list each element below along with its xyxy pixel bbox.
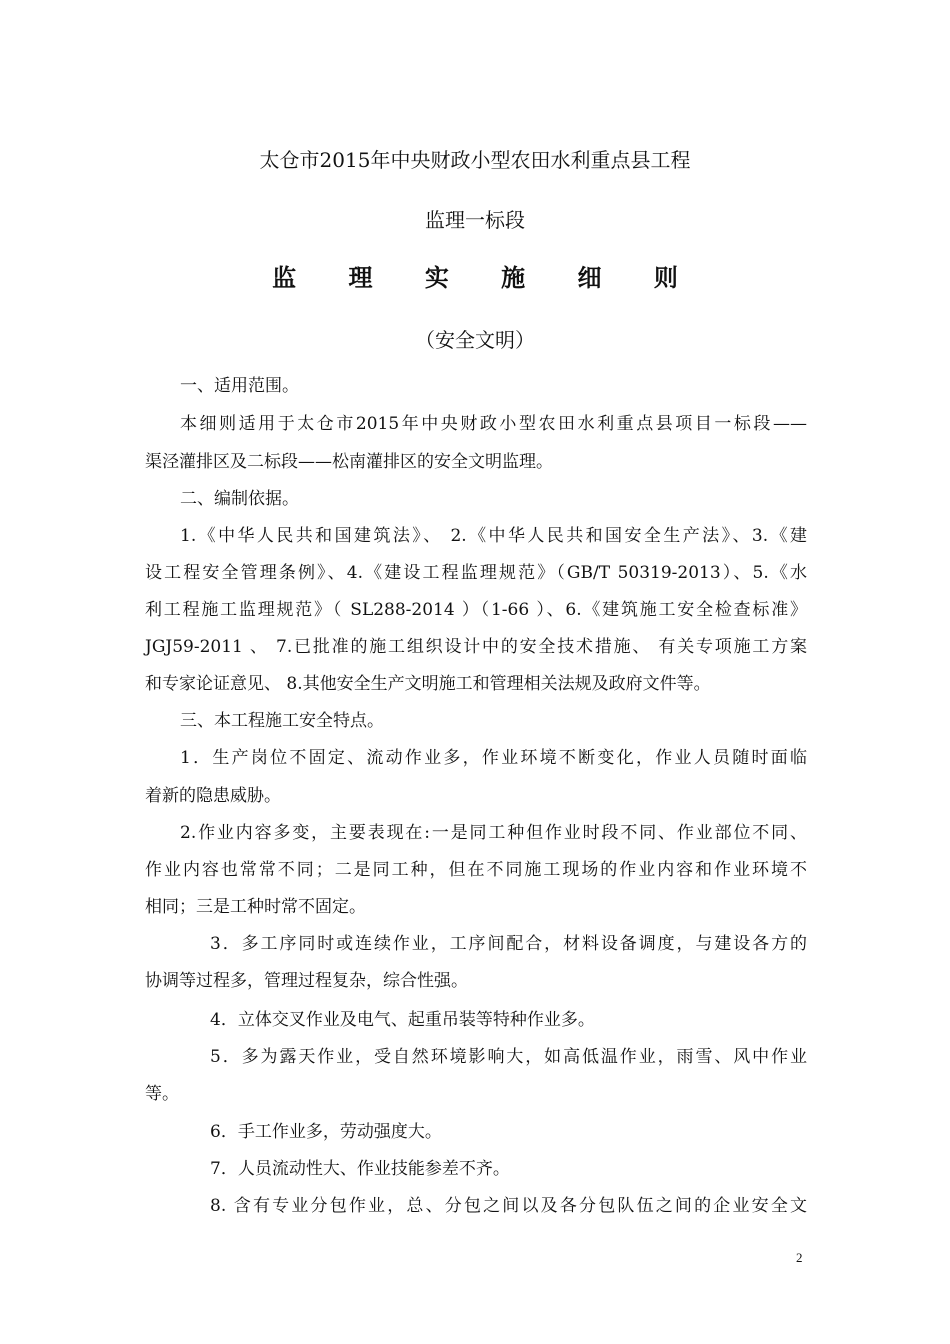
paragraph-line: 协调等过程多，管理过程复杂，综合性强。 (145, 971, 468, 991)
paragraph-line: 等。 (145, 1084, 179, 1104)
paragraph-line: 8. 含有专业分包作业，总、分包之间以及各分包队伍之间的企业安全文 (210, 1196, 807, 1216)
document-heading: 监 理 实 施 细 则 (272, 264, 700, 292)
document-title: 太仓市2015年中央财政小型农田水利重点县工程 (259, 148, 691, 172)
document-subtitle: 监理一标段 (425, 208, 525, 232)
paragraph-line: 1.《中华人民共和国建筑法》、 2.《中华人民共和国安全生产法》、3.《建 (180, 526, 807, 546)
section-heading-scope: 一、适用范围。 (180, 376, 299, 396)
paragraph-line: 本细则适用于太仓市2015年中央财政小型农田水利重点县项目一标段—— (180, 414, 807, 434)
section-heading-features: 三、本工程施工安全特点。 (180, 711, 384, 731)
paragraph-line: 6．手工作业多，劳动强度大。 (210, 1122, 442, 1142)
paragraph-line: 和专家论证意见、 8.其他安全生产文明施工和管理相关法规及政府文件等。 (145, 674, 711, 694)
paragraph-line: 利工程施工监理规范》（ SL288-2014 ）（1-66 ）、6.《建筑施工安全检查标准》 (145, 600, 807, 620)
document-category: （安全文明） (415, 328, 535, 352)
page-number: 2 (796, 1250, 803, 1265)
paragraph-line: 2.作业内容多变，主要表现在:一是同工种但作业时段不同、作业部位不同、 (180, 823, 807, 843)
section-heading-basis: 二、编制依据。 (180, 489, 299, 509)
paragraph-line: JGJ59-2011 、 7.已批准的施工组织设计中的安全技术措施、 有关专项施工方案 (145, 637, 807, 657)
paragraph-line: 相同；三是工种时常不固定。 (145, 897, 366, 917)
paragraph-line: 1．生产岗位不固定、流动作业多，作业环境不断变化，作业人员随时面临 (180, 748, 807, 768)
paragraph-line: 3．多工序同时或连续作业，工序间配合，材料设备调度，与建设各方的 (210, 934, 807, 954)
paragraph-line: 4．立体交叉作业及电气、起重吊装等特种作业多。 (210, 1010, 595, 1030)
paragraph-line: 设工程安全管理条例》、4.《建设工程监理规范》（GB/T 50319-2013）、5.《水 (145, 563, 807, 583)
paragraph-line: 着新的隐患威胁。 (145, 786, 281, 806)
paragraph-line: 7．人员流动性大、作业技能参差不齐。 (210, 1159, 510, 1179)
paragraph-line: 渠泾灌排区及二标段——松南灌排区的安全文明监理。 (145, 452, 553, 472)
paragraph-line: 5．多为露天作业，受自然环境影响大，如高低温作业，雨雪、风中作业 (210, 1047, 807, 1067)
paragraph-line: 作业内容也常常不同；二是同工种，但在不同施工现场的作业内容和作业环境不 (145, 860, 807, 880)
